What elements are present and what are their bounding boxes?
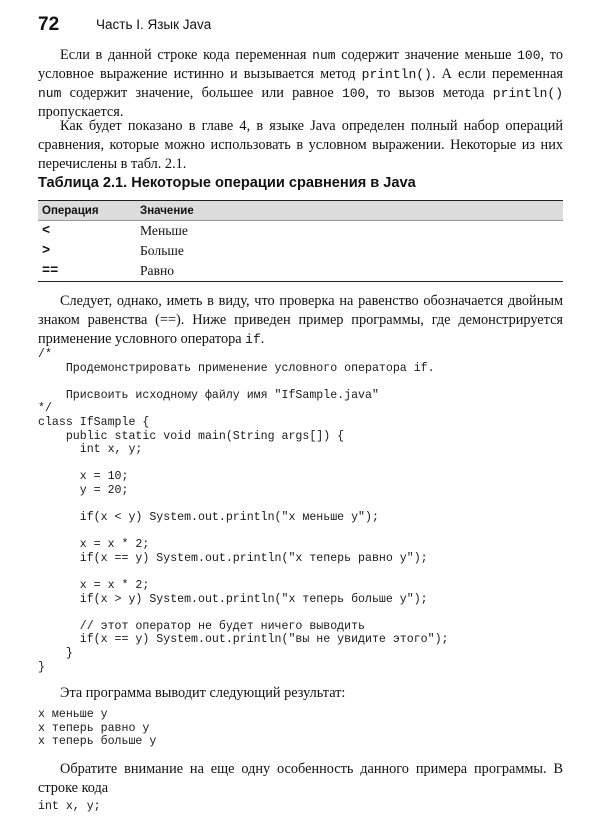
table-header-row <box>38 201 563 221</box>
program-output: x меньше y x теперь равно y x теперь больше y <box>38 708 157 749</box>
table-title: Таблица 2.1. Некоторые операции сравнения в Java <box>38 175 416 191</box>
operator-cell: > <box>42 243 51 259</box>
page-number: 72 <box>38 14 60 35</box>
comparison-operators-table <box>38 200 563 282</box>
paragraph-equality-note: Следует, однако, иметь в виду, что проверка на равенство обозначается двойным знаком равенства (==). Ниже приведен пример программы, где демонстрируется применение условного оператора if. <box>38 293 563 347</box>
table-row <box>38 241 563 261</box>
operator-cell: < <box>42 223 51 239</box>
meaning-cell: Равно <box>136 261 563 282</box>
code-listing-ifsample: /* Продемонстрировать применение условного оператора if. Присвоить исходному файлу имя "IfSample.java" */ class IfSample { public static void main(String args[]) { int x, y; x = 10; y = 20; if(x < y) System.out.println("x меньше y"); x = x * 2; if(x == y) System.out.println("x теперь равно y"); x = x * 2; if(x > y) System.out.println("x теперь больше y"); // этот оператор не будет ничего выводить if(x == y) System.out.println("вы не увидите этого"); } } <box>38 348 449 674</box>
paragraph-output-intro: Эта программа выводит следующий результат: <box>60 685 346 701</box>
operator-cell: == <box>38 261 136 282</box>
paragraph-comparison-intro: Как будет показано в главе 4, в языке Java определен полный набор операций сравнения, которые можно использовать в условном выражении. Некоторые из них перечислены в табл. 2.1. <box>38 118 563 172</box>
code-snippet-declaration: int x, y; <box>38 800 101 813</box>
paragraph-condition-explanation: Если в данной строке кода переменная num содержит значение меньше 100, то условное выражение истинно и вызывается метод println(). А если переменная num содержит значение, большее или равное 100, то вызов метода println() пропускается. <box>38 47 564 120</box>
meaning-cell: Больше <box>140 243 184 258</box>
column-header-operation: Операция <box>38 201 136 221</box>
table-row <box>38 221 563 242</box>
running-title: Часть I. Язык Java <box>96 17 212 32</box>
table-row <box>38 261 563 282</box>
meaning-cell: Меньше <box>140 223 188 238</box>
paragraph-note: Обратите внимание на еще одну особенность данного примера программы. В строке кода <box>38 761 563 796</box>
column-header-meaning: Значение <box>136 201 563 221</box>
